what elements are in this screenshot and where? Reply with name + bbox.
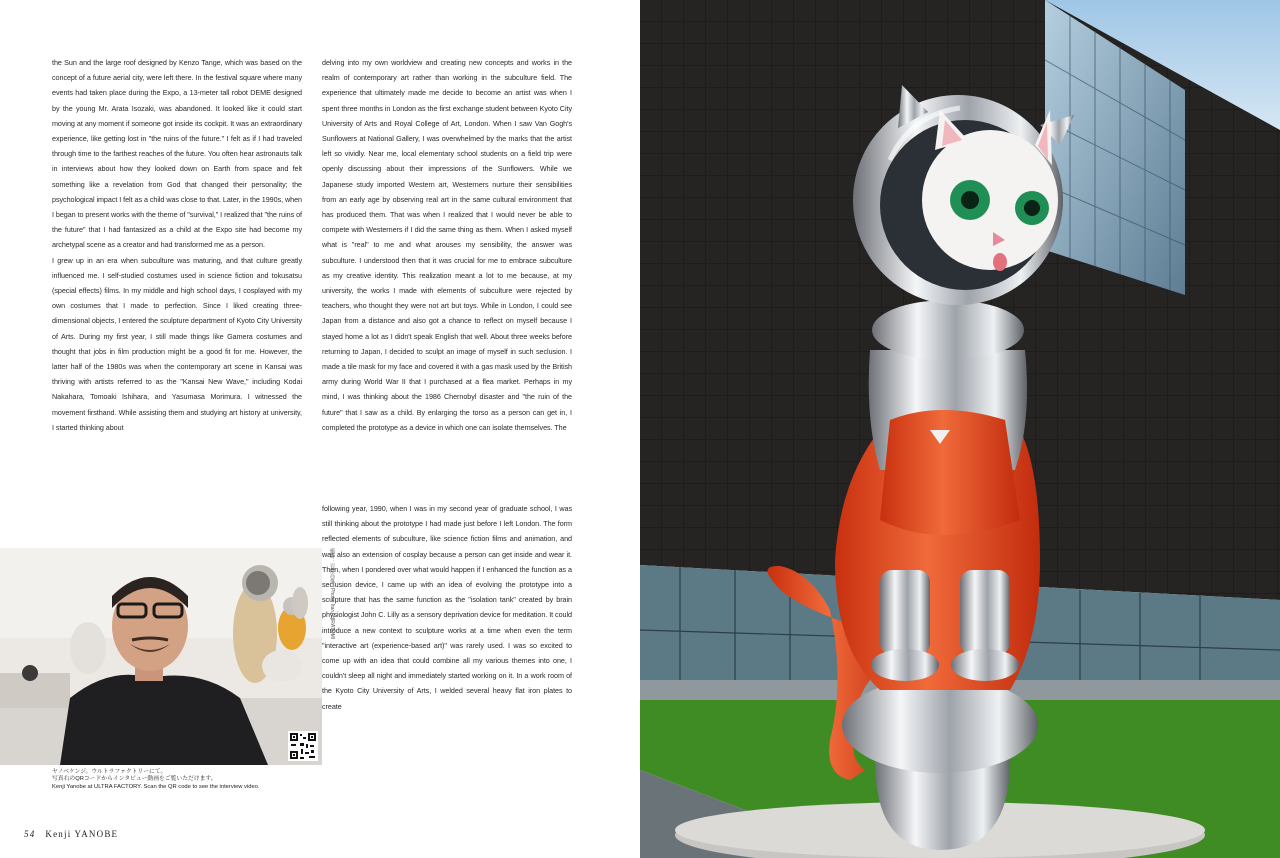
qr-code-icon[interactable] — [288, 731, 318, 761]
page-footer — [24, 829, 118, 839]
paragraph: delving into my own worldview and creating new concepts and works in the realm of contemporary art rather than working in the subculture field. The experience that ultimately made me decide to become an artist was when I spent three months in London as the first exchange student between Kyoto City University of Arts and Royal College of Art, London. When I saw Van Gogh's Sunflowers at National Gallery, I was overwhelmed by the marks that the artist left so vividly. Near me, local elementary school students on a field trip were openly discussing about their impressions of the Sunflowers. While we Japanese study imported Western art, Westerners nurture their sensibilities from an early age by observing real art in the same cultural environment that has produced them. That was when I realized that I would never be able to compete with Westerners if I did the same thing as them. When I asked myself what is "real" to me and what arouses my sensibility, the answer was subculture. I understood then that it was crucial for me to embrace subculture as my creative identity. This realization meant a lot to me because, at my university, the works I made with elements of subculture were rejected by teachers, who thought they were not art but toys. While in London, I could see Japan from a distance and also got a chance to reflect on myself because I stayed home a lot as I didn't speak English that well. About three weeks before returning to Japan, I decided to sculpt an image of myself in such seclusion. I made a tile mask for my face and covered it with a gas mask used by the British army during World War II that I purchased at a flea market. Perhaps in my mind, I was thinking about the 1986 Chernobyl disaster and "the ruin of the future" that I saw as a child. By enlarging the torso as a person can get in, I completed the prototype as a device in which one can isolate themselves. The — [322, 58, 572, 432]
sculpture-photo — [640, 0, 1280, 858]
page-number: 54 — [24, 829, 36, 839]
artist-portrait-photo — [0, 548, 322, 765]
paragraph: I grew up in an era when subculture was maturing, and that culture greatly influenced me. I self-studied costumes used in science fiction and tokusatsu (special effects) films. In my middle and high school days, I cosplayed with my own costumes that I made to perfection. Since I liked creating three-dimensional objects, I entered the sculpture department of Kyoto City University of Arts. During my first year, I still made things like Gamera costumes and thought that jobs in film production might be a good fit for me. However, the latter half of the 1980s was when the contemporary art scene in Kansai was thriving with artists referred to as the "Kansai New Wave," including Kodai Nakahara, Tomoaki Ishihara, and Yasumasa Morimura. I witnessed the movement firsthand. While assisting them and studying art history at university, I started thinking about — [52, 255, 302, 432]
caption-english-line: Kenji Yanobe at ULTRA FACTORY. Scan the QR code to see the interview video. — [52, 783, 260, 790]
caption-japanese-line-2: 写真右のQRコードからインタビュー動画をご覧いただけます。 — [52, 776, 217, 783]
paragraph: following year, 1990, when I was in my second year of graduate school, I was still thinking about the prototype I had made just before I left London. The form reflected elements of subculture, like science fiction films and animation, and was also an extension of cosplay because a person can get inside and wear it. Then, when I pondered over what would happen if I enhanced the function as a seclusion device, I came up with an idea of evolving the prototype into a sculpture that has the same function as the "isolation tank" created by brain physiologist John C. Lilly as a sensory deprivation device for meditation. It could introduce a new context to sculpture works at a time when even the term "interactive art (experience-based art)" was rarely used. I was so excited to come up with an idea that could combine all my various themes into one, I couldn't sleep all night and immediately started working on it. In a work room of the Kyoto City University of Arts, I welded several heavy flat iron plates to create — [322, 504, 572, 711]
text-column-2 — [322, 55, 572, 435]
caption-japanese-line-1: ヤノベケンジ。ウルトラファクトリーにて。 — [52, 769, 167, 775]
paragraph: the Sun and the large roof designed by Kenzo Tange, which was based on the concept of a future aerial city, were left there. In the festival square where many events had taken place during the Expo, a 13-meter tall robot DEME designed by the young Mr. Arata Isozaki, was abandoned. It looked like it could start moving at any moment if someone got inside its cockpit. It was an extraordinary experience, like getting lost in "the ruins of the future." I felt as if I had traveled through time to the farthest reaches of the future. You often hear astronauts talk in interviews about how they looked down on Earth from space and felt something like a revelation from God that changed their personality; the psychological impact I felt as a child was close to that. Later, in the 1990s, when I began to present works with the theme of "survival," I realized that "the ruins of the future" that I had fantasized as a child at the Expo site had become my archetypal scene as a creator and had transformed me as a person. — [52, 58, 302, 250]
photo-caption — [52, 769, 322, 791]
artist-name: Kenji YANOBE — [45, 829, 119, 839]
text-column-2-continued — [322, 501, 572, 714]
text-column-1 — [52, 55, 302, 435]
photo-credit: 撮影：岩澤高雄 Photo: Itaru HIRATOMI — [329, 548, 335, 640]
